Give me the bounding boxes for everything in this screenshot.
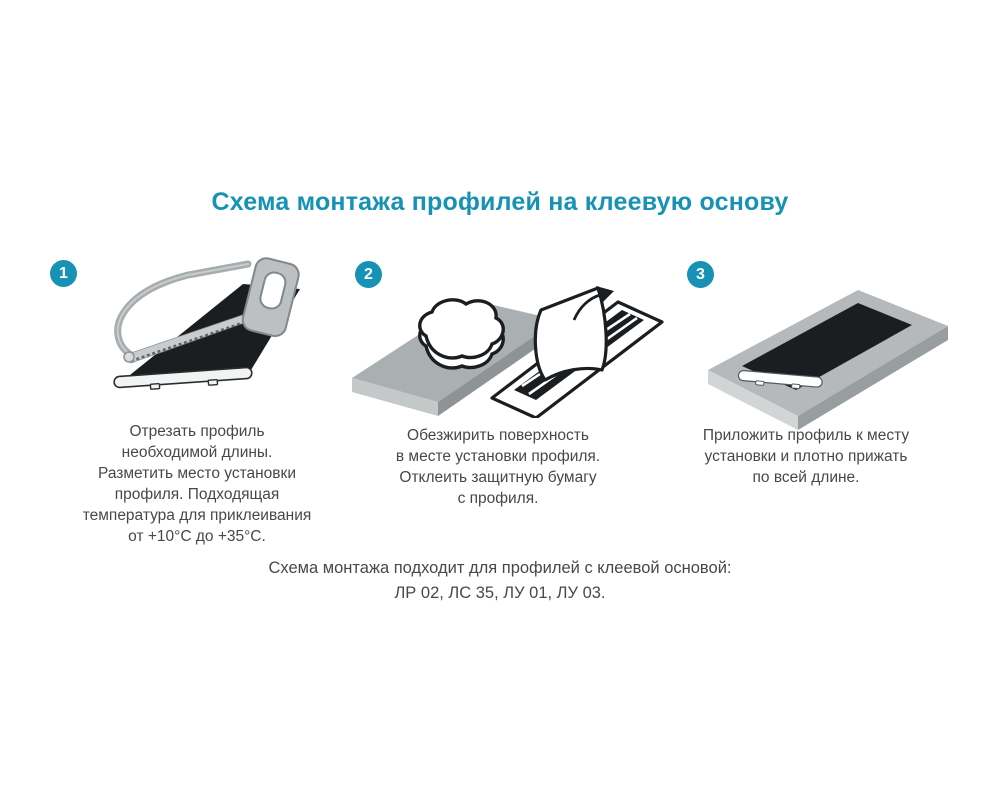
step-1-description	[37, 421, 357, 547]
step-1-text-line: температура для приклеивания	[82, 507, 312, 524]
degrease-and-peel-illustration	[342, 268, 672, 418]
step-3-text-line: Приложить профиль к месту	[702, 427, 910, 444]
step-3-badge: 3	[687, 261, 714, 288]
step-3-text-line: по всей длине.	[752, 469, 860, 486]
step-2-badge: 2	[355, 261, 382, 288]
step-1-text-line: от +10°С до +35°С.	[128, 528, 266, 545]
step-1-text-line: Разметить место установки	[98, 465, 296, 482]
backing-paper	[535, 288, 606, 380]
step-2-text-line: с профиля.	[457, 490, 539, 507]
step-2-text-line: Обезжирить поверхность	[407, 427, 589, 444]
saw-wingnut	[124, 352, 134, 362]
step-1-text-line: профиля. Подходящая	[114, 486, 280, 503]
step-1-badge: 1	[50, 260, 77, 287]
step-2-description	[338, 425, 658, 509]
step-1-text-line: Отрезать профиль	[129, 423, 265, 440]
step-2-text-line: в месте установки профиля.	[395, 448, 601, 465]
sponge	[420, 300, 503, 368]
profile-pressed-illustration	[692, 270, 962, 430]
step-3-text-line: установки и плотно прижать	[704, 448, 908, 465]
footer-note-line: Схема монтажа подходит для профилей с клеевой основой:	[268, 559, 732, 577]
page-title: Схема монтажа профилей на клеевую основу	[211, 188, 789, 216]
hacksaw-cutting-profile-illustration	[100, 256, 325, 401]
step-1-text-line: необходимой длины.	[121, 444, 273, 461]
footer-note-line: ЛР 02, ЛС 35, ЛУ 01, ЛУ 03.	[394, 584, 606, 602]
step-3-description	[646, 425, 966, 488]
step-2-text-line: Отклеить защитную бумагу	[399, 469, 597, 486]
footer-note	[0, 556, 1000, 606]
saw-handle	[240, 256, 301, 338]
